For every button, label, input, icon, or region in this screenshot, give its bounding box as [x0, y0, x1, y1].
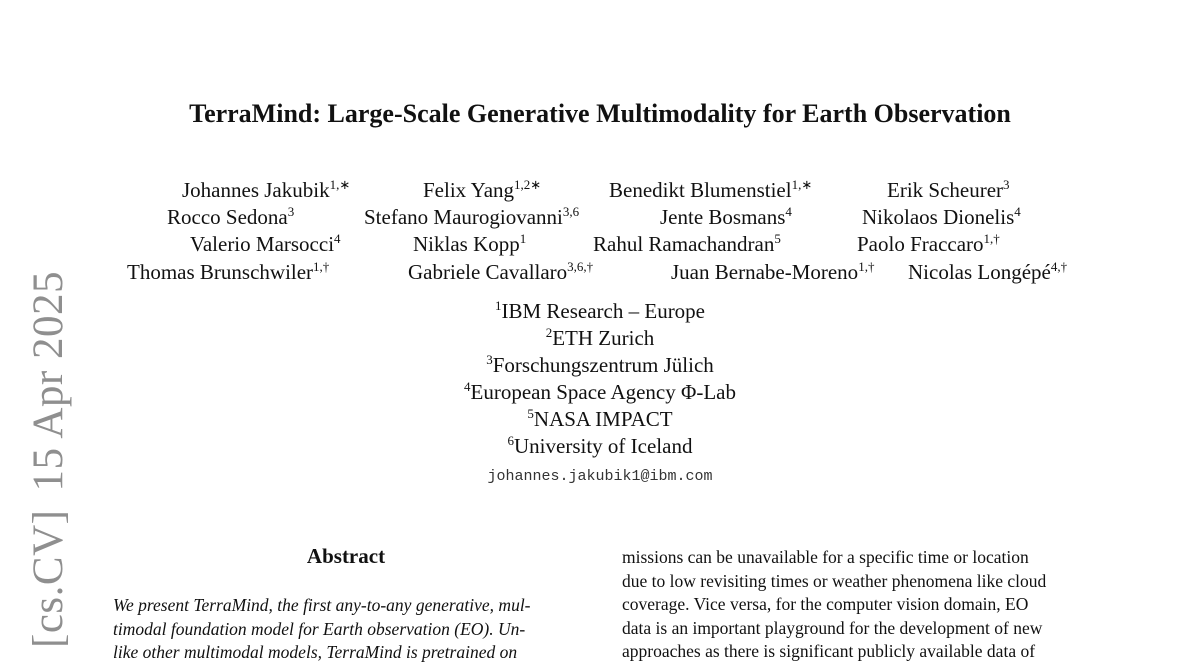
arxiv-date: 15 Apr 2025: [25, 271, 72, 492]
author-sup: 4,†: [1050, 259, 1068, 274]
author-sup: 5: [774, 231, 781, 246]
author: [190, 232, 341, 257]
author-name: Valerio Marsocci: [190, 232, 335, 256]
affiliation-sup: 3: [486, 352, 493, 367]
abstract-line: timodal foundation model for Earth observation (EO). Un-: [113, 618, 526, 639]
affiliation-line: [0, 433, 1200, 460]
body-line: coverage. Vice versa, for the computer vision domain, EO: [622, 594, 1029, 614]
author-name: Nikolaos Dionelis: [862, 205, 1015, 229]
author-name: Paolo Fraccaro: [857, 232, 984, 256]
affiliation-sup: 5: [527, 406, 534, 421]
affiliation-sup: 2: [545, 325, 553, 340]
abstract-line: We present TerraMind, the first any-to-any generative, mul-: [113, 595, 531, 615]
author: [408, 260, 593, 285]
arxiv-category: [cs.CV]: [25, 509, 72, 648]
paper-title: TerraMind: Large-Scale Generative Multimodality for Earth Observation: [189, 99, 1011, 128]
author-name: Juan Bernabe-Moreno: [671, 260, 859, 284]
author: [167, 205, 294, 230]
author-sup: 4: [1014, 204, 1021, 219]
body-line: approaches as there is significant publicly available data of: [622, 641, 1036, 661]
author: [887, 178, 1010, 203]
author-sup: 3: [1003, 177, 1010, 192]
affiliation-line: [0, 298, 1200, 325]
author-sup: 1,†: [983, 231, 1000, 246]
affiliation-line: [0, 352, 1200, 379]
affiliation-name: University of Iceland: [514, 434, 693, 458]
author-sup: 1,†: [313, 259, 330, 274]
affiliation-line: [0, 379, 1200, 406]
author: [660, 205, 792, 230]
author-sup: 3,6: [562, 204, 580, 219]
author: [127, 260, 329, 285]
affiliation-name: NASA IMPACT: [533, 407, 673, 431]
author-sup: 1,∗: [329, 177, 351, 192]
author: [862, 205, 1021, 230]
author-sup: 3: [287, 204, 295, 219]
contact-email: johannes.jakubik1@ibm.com: [487, 468, 713, 485]
author-name: Thomas Brunschwiler: [127, 260, 314, 284]
author-name: Benedikt Blumenstiel: [609, 178, 792, 202]
affiliation-line: [0, 406, 1200, 433]
author-sup: 4: [334, 231, 341, 246]
body-line: missions can be unavailable for a specific time or location: [622, 547, 1029, 567]
author: [593, 232, 781, 257]
author: [671, 260, 874, 285]
affiliation-name: Forschungszentrum Jülich: [492, 353, 714, 377]
author-sup: 1,∗: [791, 177, 813, 192]
author-sup: 1,†: [858, 259, 875, 274]
author-sup: 1,2∗: [514, 177, 542, 192]
right-column-text: [622, 546, 1087, 664]
author-name: Stefano Maurogiovanni: [364, 205, 563, 229]
author-name: Jente Bosmans: [660, 205, 786, 229]
abstract-line: like other multimodal models, TerraMind is pretrained on: [113, 642, 518, 662]
author-name: Erik Scheurer: [887, 178, 1004, 202]
affiliation-sup: 4: [464, 379, 471, 394]
abstract-heading: Abstract: [306, 544, 386, 568]
author-name: Felix Yang: [423, 178, 515, 202]
author-name: Johannes Jakubik: [182, 178, 330, 202]
author-name: Rocco Sedona: [167, 205, 288, 229]
author: [609, 178, 812, 203]
affiliation-name: IBM Research – Europe: [501, 299, 706, 323]
affiliation-name: European Space Agency Φ-Lab: [470, 380, 736, 404]
author: [182, 178, 350, 203]
author-name: Niklas Kopp: [413, 232, 520, 256]
author: [857, 232, 1000, 257]
body-line: data is an important playground for the development of new: [622, 617, 1043, 638]
affiliation-sup: 6: [507, 433, 515, 448]
author-sup: 4: [785, 204, 792, 219]
affiliation-name: ETH Zurich: [552, 326, 655, 350]
author-name: Nicolas Longépé: [908, 260, 1051, 284]
author: [413, 232, 526, 257]
affiliation-line: [0, 325, 1200, 352]
author-sup: 3,6,†: [567, 259, 594, 274]
abstract-body: [113, 594, 583, 665]
author: [908, 260, 1067, 285]
affiliations: [0, 298, 1200, 460]
author-name: Gabriele Cavallaro: [408, 260, 568, 284]
author-sup: 1: [519, 231, 527, 246]
author: [423, 178, 541, 203]
affiliation-sup: 1: [494, 298, 502, 313]
body-line: due to low revisiting times or weather phenomena like cloud: [622, 570, 1047, 591]
author: [364, 205, 579, 230]
author-name: Rahul Ramachandran: [593, 232, 775, 256]
